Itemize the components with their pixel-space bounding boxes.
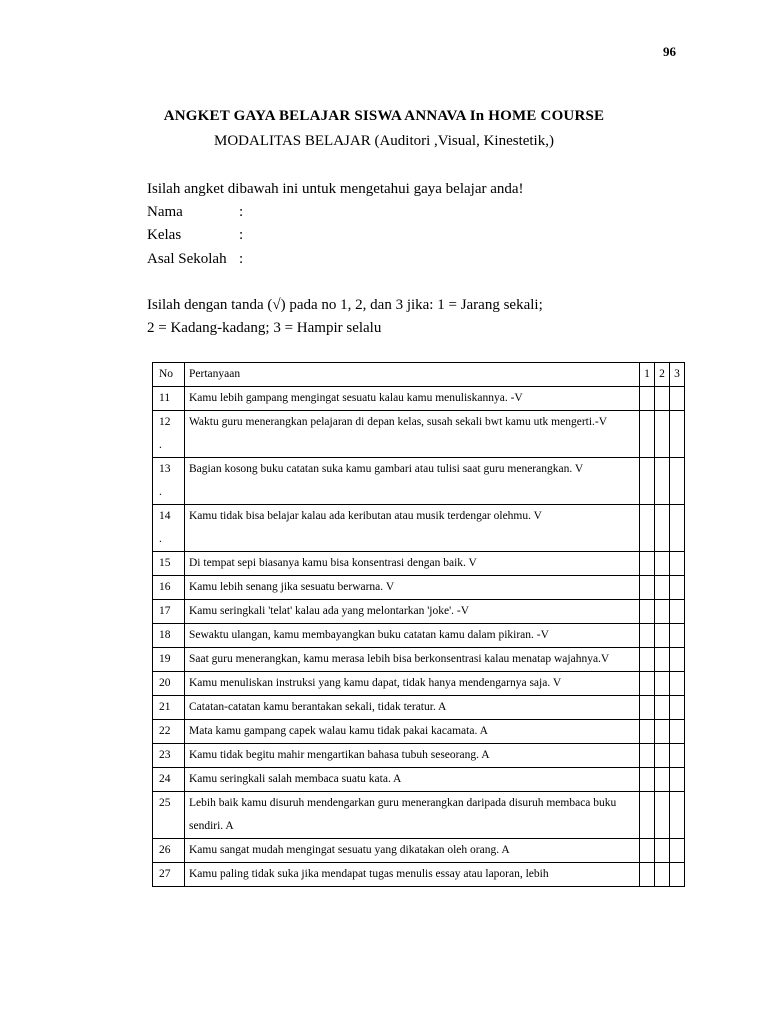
table-row xyxy=(153,387,685,411)
question-text: Bagian kosong buku catatan suka kamu gambari atau tulisi saat guru menerangkan. V xyxy=(185,458,640,505)
answer-cell-2[interactable] xyxy=(655,505,670,552)
question-text: Sewaktu ulangan, kamu membayangkan buku catatan kamu dalam pikiran. -V xyxy=(185,624,640,648)
table-row xyxy=(153,696,685,720)
document-title: ANGKET GAYA BELAJAR SISWA ANNAVA In HOME COURSE xyxy=(163,108,605,124)
answer-cell-1[interactable] xyxy=(640,792,655,839)
question-text: Lebih baik kamu disuruh mendengarkan guru menerangkan daripada disuruh membaca buku sendiri. A xyxy=(185,792,640,839)
answer-cell-2[interactable] xyxy=(655,863,670,887)
table-row xyxy=(153,411,685,458)
field-separator: : xyxy=(239,251,244,267)
question-number: 14 . xyxy=(153,505,185,552)
table-row xyxy=(153,624,685,648)
question-text: Mata kamu gampang capek walau kamu tidak pakai kacamata. A xyxy=(185,720,640,744)
answer-cell-2[interactable] xyxy=(655,600,670,624)
answer-cell-2[interactable] xyxy=(655,744,670,768)
field-separator: : xyxy=(239,204,244,220)
questionnaire-table xyxy=(152,362,685,887)
answer-cell-1[interactable] xyxy=(640,505,655,552)
answer-cell-3[interactable] xyxy=(670,744,685,768)
answer-cell-2[interactable] xyxy=(655,792,670,839)
field-separator: : xyxy=(239,227,244,243)
table-row xyxy=(153,720,685,744)
answer-cell-3[interactable] xyxy=(670,411,685,458)
question-text: Saat guru menerangkan, kamu merasa lebih bisa berkonsentrasi kalau menatap wajahnya.V xyxy=(185,648,640,672)
table-row xyxy=(153,552,685,576)
answer-cell-3[interactable] xyxy=(670,600,685,624)
answer-cell-1[interactable] xyxy=(640,720,655,744)
answer-cell-2[interactable] xyxy=(655,458,670,505)
intro-text: Isilah angket dibawah ini untuk mengetahui gaya belajar anda! xyxy=(147,181,524,197)
instruction-line-1: Isilah dengan tanda (√) pada no 1, 2, dan 3 jika: 1 = Jarang sekali; xyxy=(147,297,543,313)
answer-cell-1[interactable] xyxy=(640,411,655,458)
answer-cell-1[interactable] xyxy=(640,576,655,600)
question-text: Kamu menuliskan instruksi yang kamu dapat, tidak hanya mendengarnya saja. V xyxy=(185,672,640,696)
document-subtitle: MODALITAS BELAJAR (Auditori ,Visual, Kinestetik,) xyxy=(214,133,554,149)
answer-cell-2[interactable] xyxy=(655,696,670,720)
question-number: 23 xyxy=(153,744,185,768)
field-label: Kelas xyxy=(147,227,182,243)
answer-cell-1[interactable] xyxy=(640,744,655,768)
question-text: Kamu tidak begitu mahir mengartikan bahasa tubuh seseorang. A xyxy=(185,744,640,768)
answer-cell-2[interactable] xyxy=(655,839,670,863)
header-answer-3: 3 xyxy=(670,363,685,387)
header-answer-1: 1 xyxy=(640,363,655,387)
answer-cell-1[interactable] xyxy=(640,863,655,887)
answer-cell-1[interactable] xyxy=(640,648,655,672)
answer-cell-3[interactable] xyxy=(670,720,685,744)
question-text: Waktu guru menerangkan pelajaran di depan kelas, susah sekali bwt kamu utk mengerti.-V xyxy=(185,411,640,458)
header-answer-2: 2 xyxy=(655,363,670,387)
instruction-line-2: 2 = Kadang-kadang; 3 = Hampir selalu xyxy=(147,320,382,336)
answer-cell-1[interactable] xyxy=(640,696,655,720)
question-number: 25 xyxy=(153,792,185,839)
answer-cell-1[interactable] xyxy=(640,768,655,792)
question-number: 27 xyxy=(153,863,185,887)
answer-cell-3[interactable] xyxy=(670,792,685,839)
answer-cell-3[interactable] xyxy=(670,505,685,552)
question-text: Catatan-catatan kamu berantakan sekali, tidak teratur. A xyxy=(185,696,640,720)
answer-cell-2[interactable] xyxy=(655,624,670,648)
answer-cell-1[interactable] xyxy=(640,839,655,863)
question-text: Kamu paling tidak suka jika mendapat tugas menulis essay atau laporan, lebih xyxy=(185,863,640,887)
table-row xyxy=(153,744,685,768)
field-label: Asal Sekolah xyxy=(147,251,227,267)
table-row xyxy=(153,600,685,624)
question-number: 12 . xyxy=(153,411,185,458)
answer-cell-3[interactable] xyxy=(670,863,685,887)
question-number: 11 xyxy=(153,387,185,411)
answer-cell-1[interactable] xyxy=(640,600,655,624)
table-row xyxy=(153,768,685,792)
table-row xyxy=(153,576,685,600)
question-number: 18 xyxy=(153,624,185,648)
question-text: Kamu lebih gampang mengingat sesuatu kalau kamu menuliskannya. -V xyxy=(185,387,640,411)
table-row xyxy=(153,792,685,839)
field-kelas xyxy=(147,227,243,244)
question-text: Kamu lebih senang jika sesuatu berwarna. V xyxy=(185,576,640,600)
table-row xyxy=(153,648,685,672)
table-row xyxy=(153,458,685,505)
page-number: 96 xyxy=(663,44,676,59)
answer-cell-1[interactable] xyxy=(640,672,655,696)
question-text: Kamu seringkali 'telat' kalau ada yang melontarkan 'joke'. -V xyxy=(185,600,640,624)
header-question: Pertanyaan xyxy=(185,363,640,387)
answer-cell-3[interactable] xyxy=(670,672,685,696)
question-number: 24 xyxy=(153,768,185,792)
question-number: 17 xyxy=(153,600,185,624)
answer-cell-2[interactable] xyxy=(655,411,670,458)
question-text: Kamu seringkali salah membaca suatu kata. A xyxy=(185,768,640,792)
question-number: 26 xyxy=(153,839,185,863)
field-label: Nama xyxy=(147,204,183,220)
answer-cell-2[interactable] xyxy=(655,576,670,600)
question-text: Di tempat sepi biasanya kamu bisa konsentrasi dengan baik. V xyxy=(185,552,640,576)
field-nama xyxy=(147,204,243,221)
question-text: Kamu tidak bisa belajar kalau ada keributan atau musik terdengar olehmu. V xyxy=(185,505,640,552)
answer-cell-3[interactable] xyxy=(670,624,685,648)
answer-cell-2[interactable] xyxy=(655,552,670,576)
question-number: 21 xyxy=(153,696,185,720)
answer-cell-2[interactable] xyxy=(655,672,670,696)
answer-cell-2[interactable] xyxy=(655,768,670,792)
answer-cell-3[interactable] xyxy=(670,768,685,792)
answer-cell-2[interactable] xyxy=(655,648,670,672)
question-text: Kamu sangat mudah mengingat sesuatu yang dikatakan oleh orang. A xyxy=(185,839,640,863)
answer-cell-3[interactable] xyxy=(670,648,685,672)
header-no: No xyxy=(153,363,185,387)
table-row xyxy=(153,505,685,552)
answer-cell-1[interactable] xyxy=(640,458,655,505)
question-number: 13 . xyxy=(153,458,185,505)
answer-cell-3[interactable] xyxy=(670,576,685,600)
answer-cell-3[interactable] xyxy=(670,839,685,863)
question-number: 16 xyxy=(153,576,185,600)
answer-cell-3[interactable] xyxy=(670,696,685,720)
answer-cell-1[interactable] xyxy=(640,387,655,411)
answer-cell-3[interactable] xyxy=(670,552,685,576)
question-number: 22 xyxy=(153,720,185,744)
table-row xyxy=(153,672,685,696)
answer-cell-1[interactable] xyxy=(640,552,655,576)
answer-cell-1[interactable] xyxy=(640,624,655,648)
field-asal-sekolah xyxy=(147,251,243,268)
answer-cell-2[interactable] xyxy=(655,387,670,411)
question-number: 15 xyxy=(153,552,185,576)
table-row xyxy=(153,839,685,863)
answer-cell-2[interactable] xyxy=(655,720,670,744)
question-number: 20 xyxy=(153,672,185,696)
table-row xyxy=(153,863,685,887)
answer-cell-3[interactable] xyxy=(670,458,685,505)
question-number: 19 xyxy=(153,648,185,672)
answer-cell-3[interactable] xyxy=(670,387,685,411)
table-header-row xyxy=(153,363,685,387)
table-body xyxy=(153,387,685,887)
